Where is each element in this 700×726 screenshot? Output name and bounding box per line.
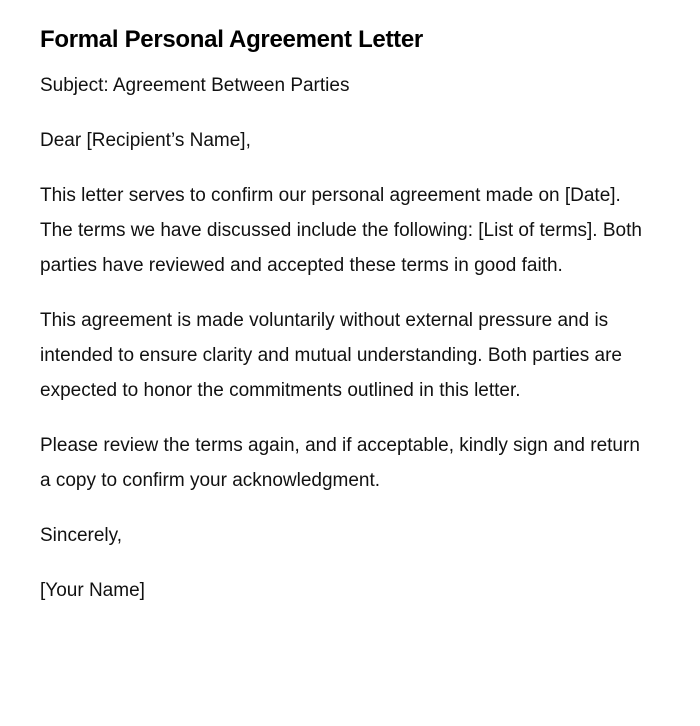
body-paragraph: This agreement is made voluntarily without external pressure and is intended to ensure clarity and mutual understanding. Both parties are expected to honor the commitments outlined in this letter.	[40, 310, 622, 401]
subject-line: Subject: Agreement Between Parties	[40, 75, 350, 96]
closing: Sincerely,	[40, 525, 123, 546]
letter-document	[40, 22, 650, 628]
body-paragraph: This letter serves to confirm our personal agreement made on [Date]. The terms we have discussed include the following: [List of terms]. Both parties have reviewed and accepted these terms in good faith.	[40, 185, 642, 276]
body-paragraph: Please review the terms again, and if acceptable, kindly sign and return a copy to confirm your acknowledgment.	[40, 435, 640, 491]
salutation: Dear [Recipient’s Name],	[40, 130, 251, 151]
document-title: Formal Personal Agreement Letter	[40, 26, 423, 53]
signature: [Your Name]	[40, 580, 145, 601]
